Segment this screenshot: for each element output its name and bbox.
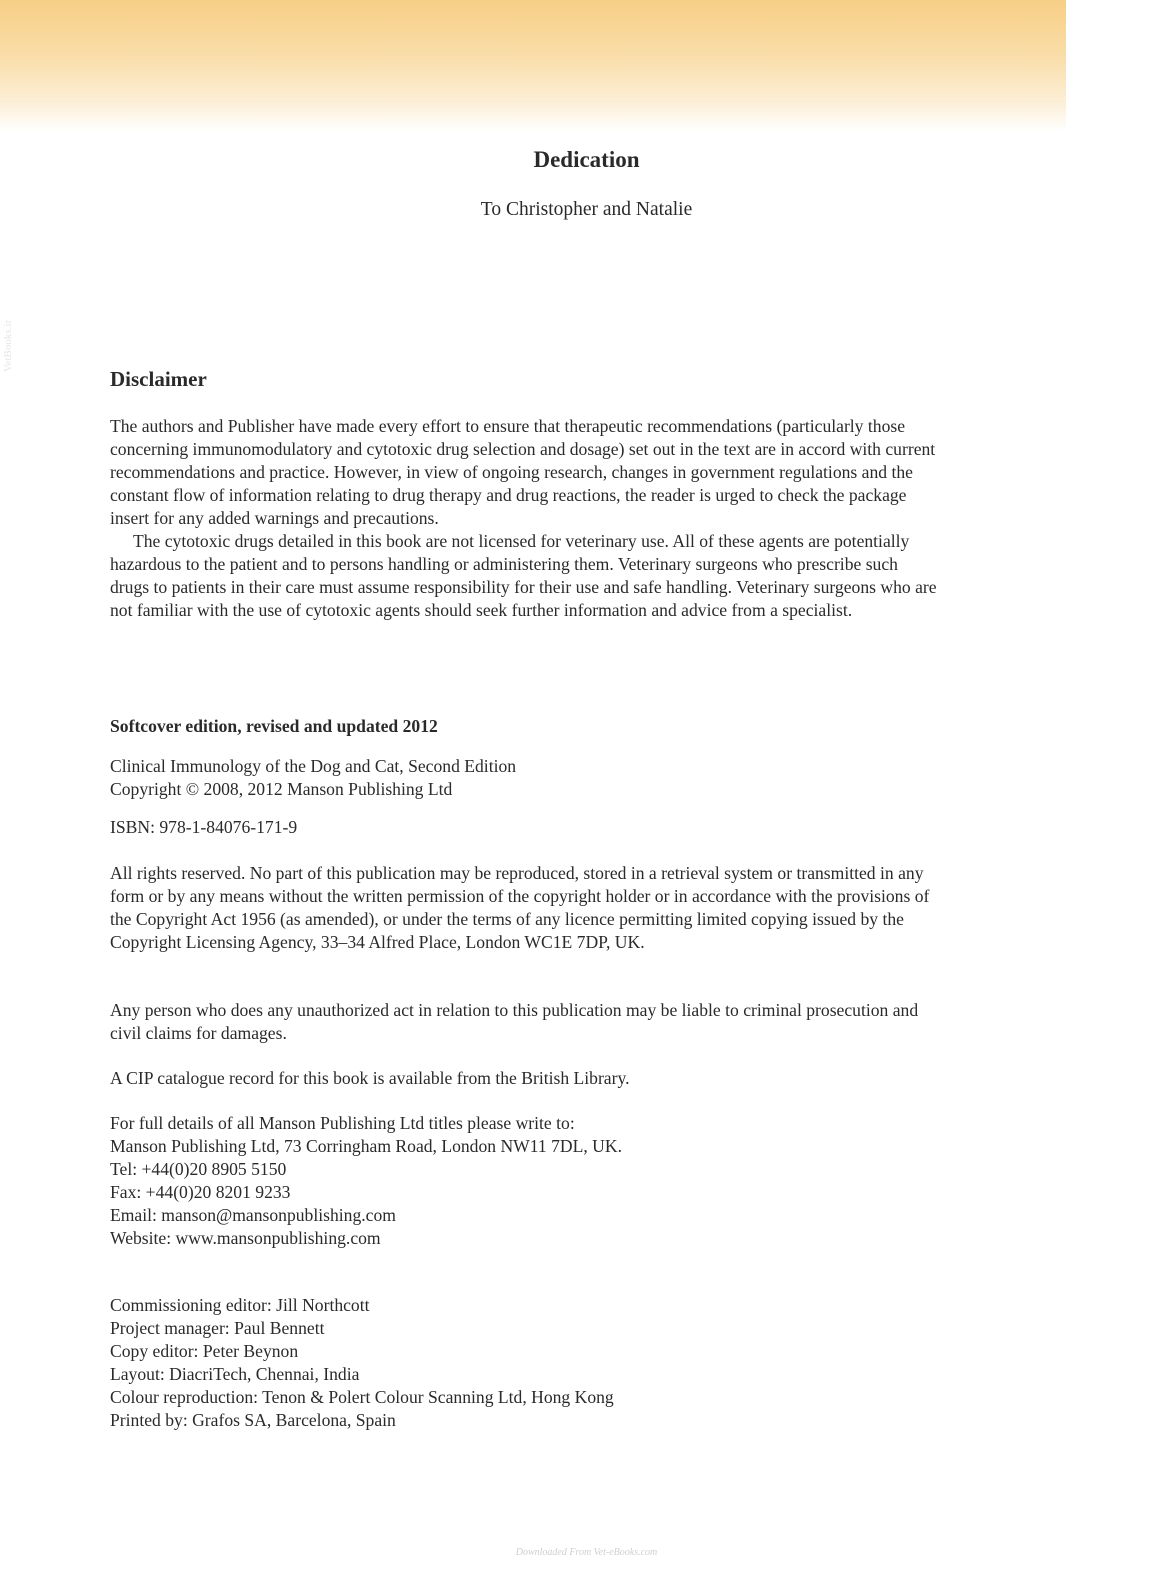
liability-block — [110, 999, 940, 1045]
contact-tel: Tel: +44(0)20 8905 5150 — [110, 1159, 287, 1179]
contact-intro: For full details of all Manson Publishing Ltd titles please write to: — [110, 1113, 575, 1133]
liability-notice: Any person who does any unauthorized act in relation to this publication may be liable to criminal prosecution and civil claims for damages. — [110, 1000, 919, 1043]
contact-email: Email: manson@mansonpublishing.com — [110, 1205, 396, 1225]
credit-line: Colour reproduction: Tenon & Polert Colour Scanning Ltd, Hong Kong — [110, 1387, 614, 1407]
cip-notice: A CIP catalogue record for this book is available from the British Library. — [110, 1068, 630, 1088]
isbn-block — [110, 816, 940, 839]
isbn: ISBN: 978-1-84076-171-9 — [110, 817, 298, 837]
cip-block — [110, 1067, 940, 1090]
side-watermark: VetBooks.ir — [2, 319, 15, 373]
header-band — [0, 0, 1066, 132]
edition-heading: Softcover edition, revised and updated 2012 — [110, 716, 438, 736]
credit-line: Printed by: Grafos SA, Barcelona, Spain — [110, 1410, 396, 1430]
contact-fax: Fax: +44(0)20 8201 9233 — [110, 1182, 291, 1202]
copyright-line: Copyright © 2008, 2012 Manson Publishing Ltd — [110, 779, 453, 799]
contact-block — [110, 1112, 940, 1250]
credit-line: Layout: DiacriTech, Chennai, India — [110, 1364, 360, 1384]
disclaimer-body — [110, 415, 940, 622]
book-title: Clinical Immunology of the Dog and Cat, Second Edition — [110, 756, 517, 776]
contact-address: Manson Publishing Ltd, 73 Corringham Road, London NW11 7DL, UK. — [110, 1136, 622, 1156]
credit-line: Project manager: Paul Bennett — [110, 1318, 325, 1338]
contact-website: Website: www.mansonpublishing.com — [110, 1228, 381, 1248]
disclaimer-paragraph: The cytotoxic drugs detailed in this book are not licensed for veterinary use. All of these agents are potentially hazardous to the patient and to persons handling or administering them. Veterinary surgeons who prescribe such drugs to patients in their care must assume responsibility for their use and safe handling. Veterinary surgeons who are not familiar with the use of cytotoxic agents should seek further information and advice from a specialist. — [110, 531, 937, 620]
credit-line: Commissioning editor: Jill Northcott — [110, 1295, 370, 1315]
disclaimer-title: Disclaimer — [110, 367, 207, 391]
disclaimer-paragraph: The authors and Publisher have made every effort to ensure that therapeutic recommendations (particularly those concerning immunomodulatory and cytotoxic drug selection and dosage) set out in the text are in accord with current recommendations and practice. However, in view of ongoing research, changes in government regulations and the constant flow of information relating to drug therapy and drug reactions, the reader is urged to check the package insert for any added warnings and precautions. — [110, 416, 936, 528]
book-info — [110, 755, 940, 801]
footer-watermark: Downloaded From Vet-eBooks.com — [515, 1547, 658, 1558]
rights-reserved: All rights reserved. No part of this publication may be reproduced, stored in a retrieval system or transmitted in any form or by any means without the written permission of the copyright holder or in accordance with the provisions of the Copyright Act 1956 (as amended), or under the terms of any licence permitting limited copying issued by the Copyright Licensing Agency, 33–34 Alfred Place, London WC1E 7DP, UK. — [110, 863, 930, 952]
dedication-text: To Christopher and Natalie — [480, 199, 693, 220]
credit-line: Copy editor: Peter Beynon — [110, 1341, 299, 1361]
credits-block — [110, 1294, 940, 1432]
rights-reserved-block — [110, 862, 940, 954]
dedication-title: Dedication — [533, 147, 640, 172]
